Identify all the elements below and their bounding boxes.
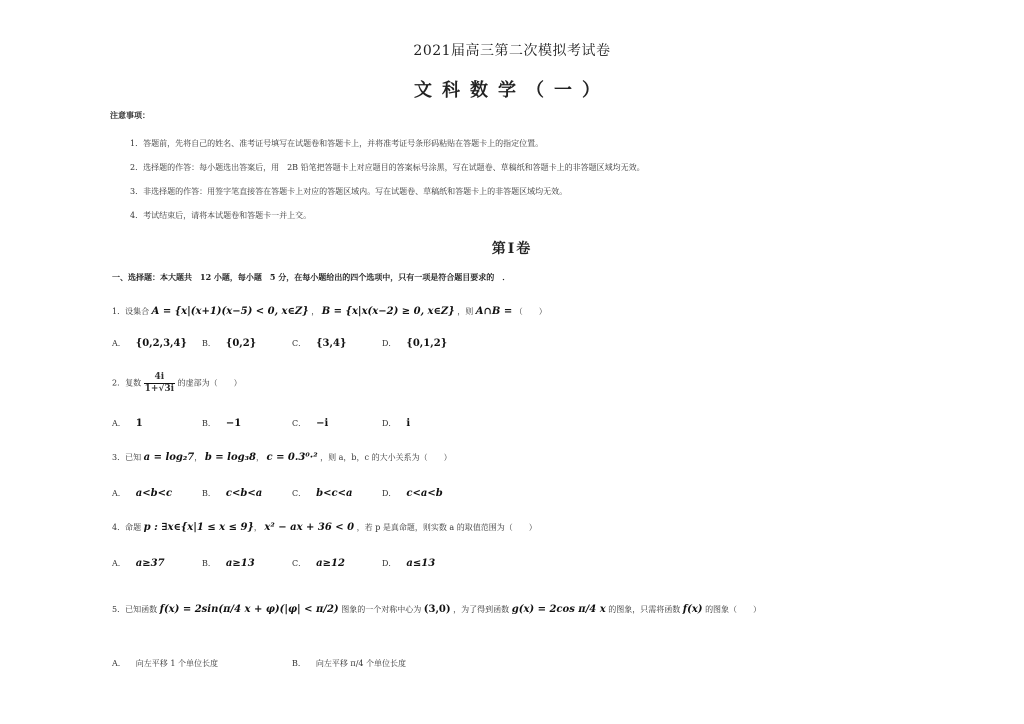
question-2-option-a: [112, 418, 143, 429]
question-1-option-c: [292, 338, 346, 349]
question-5-option-a: [112, 658, 218, 669]
option-text: −i: [316, 418, 329, 429]
option-label: B．: [292, 659, 306, 668]
question-4-option-d: [382, 558, 435, 569]
fraction-denominator: 1+√3i: [144, 384, 175, 394]
exam-title: 文科数学（一）: [414, 80, 610, 101]
option-label: A．: [112, 559, 126, 568]
option-text: a≤13: [406, 558, 436, 569]
question-2-fraction: [144, 372, 175, 395]
section-title: 第Ⅰ卷: [491, 241, 533, 257]
notes-title: 注意事项：: [110, 110, 150, 120]
option-text: c<b<a: [225, 488, 263, 499]
note-item-3: 3．非选择题的作答：用签字笔直接答在答题卡上对应的答题区域内。写在试题卷、草稿纸和答题卡上的非答题区域均无效。: [130, 187, 568, 196]
question-5-stem-post: 的图象（ ）: [705, 605, 762, 614]
note-item-1: 1．答题前，先将自己的姓名、准考证号填写在试题卷和答题卡上，并将准考证号条形码粘贴在答题卡上的指定位置。: [130, 139, 544, 148]
question-4-expr-ineq: x² − ax + 36 < 0: [264, 522, 355, 533]
option-label: B．: [202, 339, 216, 348]
section-description: 一、选择题：本大题共 12 小题，每小题 5 分，在每小题给出的四个选项中，只有一项是符合题目要求的 ．: [112, 272, 511, 282]
question-4-option-c: [292, 558, 345, 569]
fraction-numerator: 4i: [144, 372, 175, 384]
question-2-stem-pre: 2．复数: [112, 378, 142, 388]
option-text: −1: [225, 418, 242, 429]
question-5-mid2: ，为了得到函数: [453, 605, 510, 614]
question-1-paren: （ ）: [514, 307, 547, 316]
question-4-expr-p: p : ∃x∈{x|1 ≤ x ≤ 9}: [143, 522, 254, 533]
option-label: C．: [292, 559, 307, 568]
question-3-option-c: [292, 488, 352, 499]
question-3-option-d: [382, 488, 443, 499]
exam-subtitle: 2021届高三第二次模拟考试卷: [413, 43, 611, 59]
question-3-stem-post: ，则 a，b，c 的大小关系为（ ）: [320, 453, 452, 462]
option-label: D．: [382, 339, 397, 348]
question-2-option-b: [202, 418, 241, 429]
option-label: C．: [292, 419, 307, 428]
note-item-2: 2．选择题的作答：每小题选出答案后，用 2B 铅笔把答题卡上对应题目的答案标号涂黑，写在试题卷、草稿纸和答题卡上的非答题区域均无效。: [130, 163, 645, 172]
question-3-expr-b: b = log₃8: [204, 452, 256, 463]
question-3-stem-pre: 3．已知: [112, 453, 142, 462]
question-3-expr-c: c = 0.3⁰·²: [266, 452, 318, 463]
option-label: A．: [112, 419, 126, 428]
question-5-expr-g: g(x) = 2cos π/4 x: [511, 604, 606, 615]
question-4-stem-post: ，若 p 是真命题，则实数 a 的取值范围为（ ）: [356, 523, 537, 532]
question-2-stem-post: 的虚部为（ ）: [177, 378, 242, 388]
option-label: B．: [202, 559, 216, 568]
question-1-sep: ，: [311, 307, 320, 316]
option-label: B．: [202, 489, 216, 498]
question-2-option-c: [292, 418, 328, 429]
option-label: A．: [112, 659, 126, 668]
question-3: 3．已知 a = log₂7， b = log₃8， c = 0.3⁰·² ，则 a，b，c 的大小关系为（ ）: [112, 452, 452, 463]
question-4-option-a: [112, 558, 165, 569]
option-text: a<b<c: [135, 488, 173, 499]
question-5-expr-fx: f(x): [682, 604, 703, 615]
note-item-4: 4．考试结束后，请将本试题卷和答题卡一并上交。: [130, 211, 312, 220]
question-1-option-d: [382, 338, 447, 349]
question-1-option-a: [112, 338, 187, 349]
question-1-set-b: B = {x|x(x−2) ≥ 0, x∈Z}: [321, 306, 455, 317]
option-text: {0,2}: [225, 338, 257, 349]
option-text: a≥37: [135, 558, 165, 569]
option-label: C．: [292, 489, 307, 498]
option-label: D．: [382, 419, 397, 428]
question-5-mid1: 图象的一个对称中心为: [341, 605, 422, 614]
question-1-stem-pre: 1．设集合: [112, 307, 150, 316]
question-1-set-a: A = {x|(x+1)(x−5) < 0, x∈Z}: [151, 306, 309, 317]
question-4-option-b: [202, 558, 255, 569]
option-text: c<a<b: [406, 488, 443, 499]
question-4: 4．命题 p : ∃x∈{x|1 ≤ x ≤ 9}， x² − ax + 36 < 0 ，若 p 是真命题，则实数 a 的取值范围为（ ）: [112, 522, 537, 533]
option-label: D．: [382, 489, 397, 498]
question-3-option-a: [112, 488, 172, 499]
option-text: a≥12: [316, 558, 345, 569]
question-5-mid3: 的图象，只需将函数: [608, 605, 681, 614]
option-text: 1: [135, 418, 143, 429]
option-text: b<c<a: [316, 488, 353, 499]
option-label: D．: [382, 559, 397, 568]
option-label: C．: [292, 339, 307, 348]
question-1-expr: A∩B =: [475, 306, 513, 317]
question-2: [112, 372, 242, 395]
question-1-option-b: [202, 338, 256, 349]
option-text: {3,4}: [316, 338, 347, 349]
option-text: {0,2,3,4}: [135, 338, 187, 349]
option-label: A．: [112, 489, 126, 498]
question-4-stem-pre: 4．命题: [112, 523, 142, 532]
question-3-option-b: [202, 488, 262, 499]
option-text: {0,1,2}: [406, 338, 448, 349]
option-text: i: [406, 418, 411, 429]
question-5: [112, 604, 761, 615]
question-5-option-b: [292, 658, 406, 669]
option-label: A．: [112, 339, 126, 348]
question-5-point: (3,0): [423, 604, 451, 615]
question-3-expr-a: a = log₂7: [143, 452, 195, 463]
question-1: [112, 300, 547, 324]
option-label: B．: [202, 419, 216, 428]
option-text: 向左平移 π/4 个单位长度: [315, 659, 407, 668]
option-text: a≥13: [225, 558, 255, 569]
question-5-expr-f: f(x) = 2sin(π/4 x + φ)(|φ| < π/2): [159, 604, 339, 615]
option-text: 向左平移 1 个单位长度: [135, 659, 218, 668]
question-5-stem-pre: 5．已知函数: [112, 605, 158, 614]
question-1-stem-post: ，则: [457, 307, 474, 316]
question-2-option-d: [382, 418, 410, 429]
